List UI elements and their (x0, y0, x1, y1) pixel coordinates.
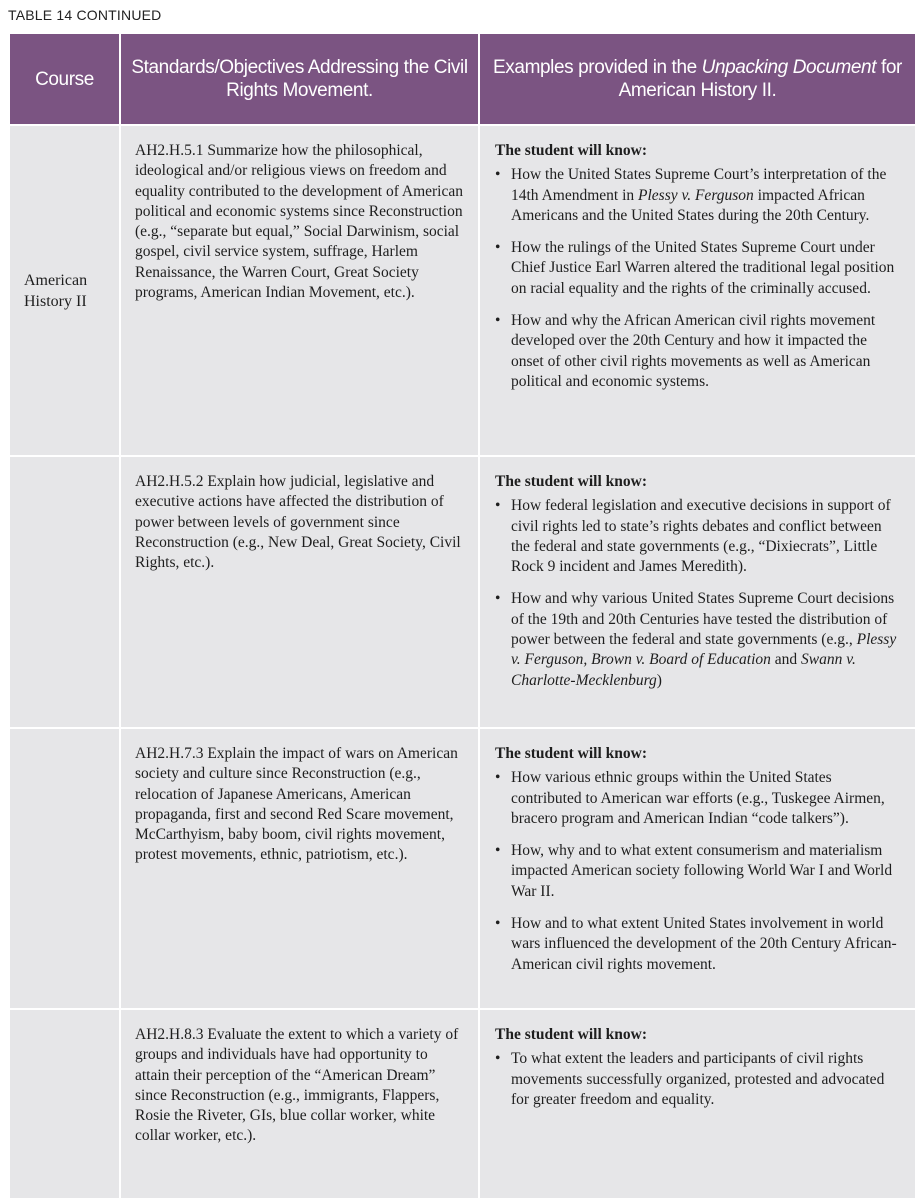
examples-list (495, 496, 903, 691)
list-item-text: impacted African Americans and the United States during the 20th Century. (511, 186, 870, 224)
list-item: • How the rulings of the United States Supreme Court under Chief Justice Earl Warren altered the traditional legal position on racial equality and the rights of the criminally accused. (495, 238, 903, 299)
standards-table (8, 32, 917, 1200)
standard-cell: AH2.H.5.1 Summarize how the philosophical, ideological and/or religious views on freedom and equality contributed to the development of American political and economic systems since Reconstruction (e.g., “separate but equal,” Social Darwinism, social gospel, civil service system, suffrage, Harlem Renaissance, the Warren Court, Great Society programs, American Indian Movement, etc.). (120, 125, 479, 456)
student-will-know-heading: The student will know: (495, 1026, 648, 1043)
student-will-know-heading: The student will know: (495, 745, 648, 762)
case-name: Plessy v. Ferguson, Brown v. Board of Education (511, 631, 897, 669)
list-item: • How federal legislation and executive decisions in support of civil rights led to state’s rights debates and conflict between the federal and state governments (e.g., “Dixiecrats”, Little Rock 9 incident and James Meredith). (495, 496, 903, 577)
table-header (9, 33, 916, 125)
examples-list (495, 1049, 903, 1110)
list-item: • How various ethnic groups within the United States contributed to American war efforts (e.g., Tuskegee Airmen, bracero program and American Indian “code talkers”). (495, 768, 903, 829)
table-caption: TABLE 14 CONTINUED (8, 7, 162, 23)
examples-column-header (479, 33, 916, 125)
standard-cell: AH2.H.8.3 Evaluate the extent to which a variety of groups and individuals have had opportunity to attain their perception of the “American Dream” since Reconstruction (e.g., immigrants, Flappers, Rosie the Riveter, GIs, blue collar worker, white collar worker, etc.). (120, 1009, 479, 1199)
examples-header-text: Examples provided in the (493, 57, 702, 78)
examples-cell (479, 1009, 916, 1199)
table-row (9, 728, 916, 1009)
table-row (9, 125, 916, 456)
examples-list (495, 165, 903, 392)
examples-cell (479, 456, 916, 728)
list-item-text: How the United States Supreme Court’s interpretation of the 14th Amendment in (511, 166, 887, 204)
examples-cell (479, 728, 916, 1009)
course-cell: American History II (9, 125, 120, 456)
unpacking-document-title: Unpacking Document (701, 57, 877, 78)
case-name: Swann v. Charlotte-Mecklenburg (511, 651, 856, 689)
list-item-text: and (770, 651, 802, 669)
list-item-text: ) (656, 671, 662, 689)
list-item: • How and to what extent United States involvement in world wars influenced the development of the 20th Century African-American civil rights movement. (495, 914, 903, 975)
list-item (495, 589, 903, 690)
list-item-text: How and why various United States Supreme Court decisions of the 19th and 20th Centuries have tested the distribution of power between the federal and state governments (e.g., (511, 590, 895, 649)
list-item: • To what extent the leaders and participants of civil rights movements successfully organized, protested and advocated for greater freedom and equality. (495, 1049, 903, 1110)
student-will-know-heading: The student will know: (495, 142, 648, 159)
student-will-know-heading: The student will know: (495, 473, 648, 490)
course-column-header: Course (9, 33, 120, 125)
standard-cell: AH2.H.7.3 Explain the impact of wars on American society and culture since Reconstruction (e.g., relocation of Japanese Americans, American propaganda, first and second Red Scare movement, McCarthyism, baby boom, civil rights movement, protest movements, ethnic, patriotism, etc.). (120, 728, 479, 1009)
examples-cell (479, 125, 916, 456)
course-cell-empty (9, 728, 120, 1009)
case-name: Plessy v. Ferguson (638, 186, 754, 204)
examples-list (495, 768, 903, 975)
header-row (9, 33, 916, 125)
standard-cell: AH2.H.5.2 Explain how judicial, legislative and executive actions have affected the distribution of power between levels of government since Reconstruction (e.g., New Deal, Great Society, Civil Rights, etc.). (120, 456, 479, 728)
table-row (9, 1009, 916, 1199)
list-item: • How and why the African American civil rights movement developed over the 20th Century and how it impacted the onset of other civil rights movements as well as American political and economic systems. (495, 311, 903, 392)
list-item (495, 165, 903, 226)
standards-column-header: Standards/Objectives Addressing the Civil Rights Movement. (120, 33, 479, 125)
list-item: • How, why and to what extent consumerism and materialism impacted American society following World War I and World War II. (495, 841, 903, 902)
course-cell-empty (9, 456, 120, 728)
course-cell-empty (9, 1009, 120, 1199)
table-row (9, 456, 916, 728)
examples-header-text-end: for American History II. (618, 57, 902, 101)
